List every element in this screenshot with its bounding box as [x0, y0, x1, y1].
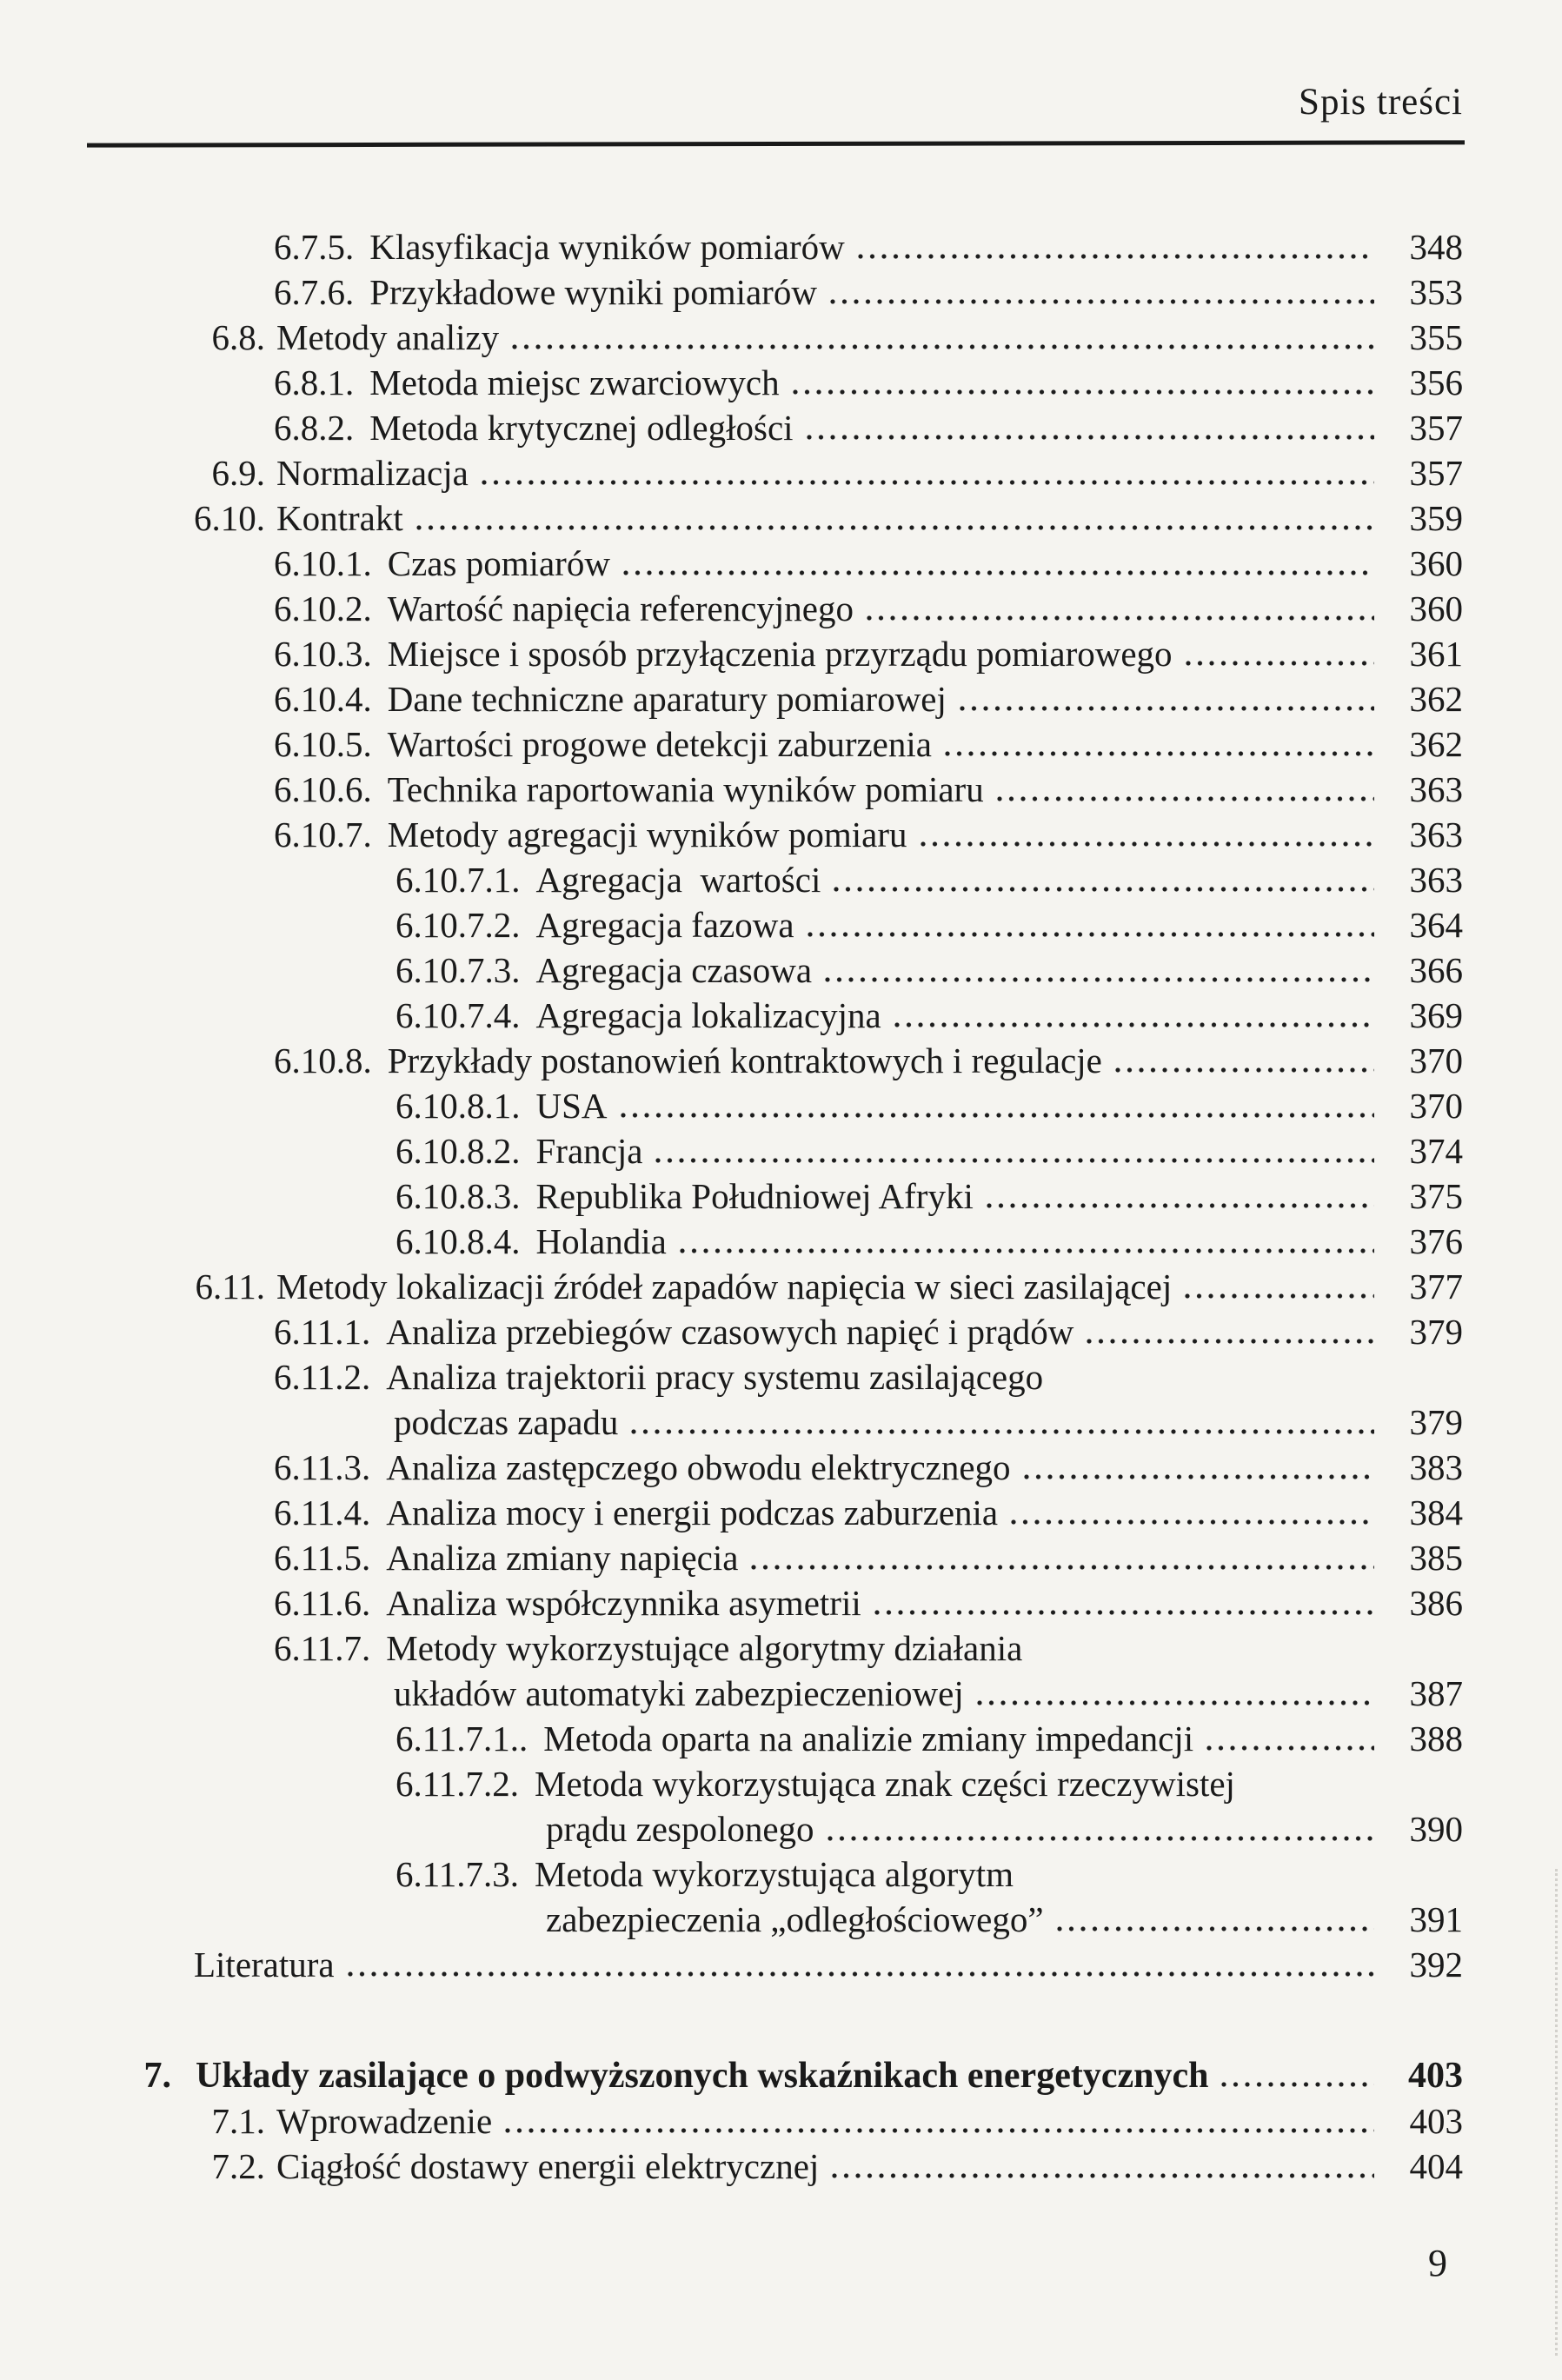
entry-page: 361	[1409, 634, 1463, 674]
entry-page: 385	[1409, 1538, 1463, 1578]
entry-title: Ciągłość dostawy energii elektrycznej	[276, 2146, 820, 2186]
toc-entry	[87, 1173, 1463, 1219]
toc-entry	[87, 902, 1463, 947]
entry-page: 357	[1409, 408, 1463, 448]
entry-title: Metoda oparta na analizie zmiany impedancji	[543, 1719, 1194, 1758]
entry-page: 370	[1409, 1040, 1463, 1080]
entry-title: Republika Południowej Afryki	[535, 1176, 974, 1216]
running-header: Spis treści	[1299, 82, 1463, 123]
entry-title: Normalizacja	[276, 453, 469, 493]
toc-entry	[87, 676, 1463, 721]
entry-number: 6.11.7.3.	[395, 1854, 519, 1894]
entry-page: 383	[1409, 1447, 1463, 1487]
dot-leader	[1024, 1474, 1374, 1479]
entry-title: Metoda wykorzystująca algorytm	[534, 1854, 1014, 1894]
entry-title: Agregacja wartości	[535, 860, 821, 900]
entry-page: 366	[1409, 950, 1463, 990]
toc-entry	[87, 1038, 1463, 1083]
entry-number: 6.10.7.	[274, 814, 372, 854]
toc-entry	[87, 812, 1463, 857]
entry-page: 355	[1409, 317, 1463, 357]
entry-number: 6.11.5.	[274, 1538, 371, 1578]
toc-entry	[87, 1083, 1463, 1128]
entry-title: Metoda wykorzystująca znak części rzeczywistej	[534, 1764, 1235, 1804]
entry-page: 384	[1409, 1492, 1463, 1532]
toc-entry	[87, 360, 1463, 405]
entry-title: Metody analizy	[276, 317, 500, 357]
entry-number: 7.1.	[211, 2101, 265, 2141]
toc-entry	[87, 1445, 1463, 1490]
entry-title: układów automatyki zabezpieczeniowej	[394, 1673, 964, 1713]
entry-page: 403	[1408, 2056, 1463, 2096]
entry-page: 363	[1409, 860, 1463, 900]
toc-entry	[87, 1942, 1463, 1987]
entry-page: 375	[1409, 1176, 1463, 1216]
entry-page: 353	[1409, 272, 1463, 312]
dot-leader	[828, 1836, 1374, 1841]
dot-leader	[921, 841, 1374, 847]
entry-number: 6.10.7.4.	[395, 995, 521, 1035]
entry-page: 388	[1409, 1719, 1463, 1758]
toc-entry	[87, 1128, 1463, 1173]
entry-title: Literatura	[194, 1945, 335, 1984]
dot-leader	[1011, 1519, 1374, 1525]
entry-title: Analiza mocy i energii podczas zaburzenia	[386, 1492, 999, 1532]
toc-entry	[87, 1354, 1463, 1399]
dot-leader	[505, 2128, 1374, 2133]
dot-leader	[834, 887, 1374, 892]
dot-leader	[945, 751, 1374, 756]
entry-title: Wartości progowe detekcji zaburzenia	[387, 724, 932, 764]
entry-page: 392	[1409, 1945, 1463, 1984]
entry-title: Agregacja lokalizacyjna	[535, 995, 881, 1035]
dot-leader	[751, 1565, 1374, 1570]
header-rule	[87, 140, 1465, 147]
dot-leader	[1057, 1926, 1374, 1931]
entry-number: 6.11.7.1..	[395, 1719, 528, 1758]
entry-number: 6.10.4.	[274, 679, 372, 719]
toc-list	[87, 224, 1463, 2189]
entry-page: 362	[1409, 679, 1463, 719]
toc-entry	[87, 224, 1463, 269]
dot-leader	[1185, 1293, 1374, 1299]
entry-page: 379	[1409, 1312, 1463, 1352]
entry-number: 6.10.1.	[274, 543, 372, 583]
entry-number: 6.10.7.2.	[395, 905, 521, 945]
entry-title: Czas pomiarów	[387, 543, 610, 583]
entry-page: 359	[1409, 498, 1463, 538]
entry-page: 379	[1409, 1402, 1463, 1442]
toc-entry	[87, 1535, 1463, 1580]
entry-page: 403	[1409, 2101, 1463, 2141]
dot-leader	[808, 932, 1374, 937]
entry-number: 6.10.8.1.	[395, 1086, 521, 1126]
toc-entry	[87, 1580, 1463, 1625]
entry-title: Dane techniczne aparatury pomiarowej	[387, 679, 947, 719]
toc-entry	[87, 857, 1463, 902]
entry-number: 6.11.	[195, 1266, 265, 1306]
dot-leader	[832, 2173, 1374, 2178]
toc-entry	[87, 1399, 1463, 1445]
entry-number: 6.11.4.	[274, 1492, 371, 1532]
entry-title: Kontrakt	[276, 498, 403, 538]
entry-title: Holandia	[535, 1221, 667, 1261]
dot-leader	[987, 1203, 1374, 1208]
toc-entry	[87, 1761, 1463, 1806]
dot-leader	[512, 344, 1374, 349]
entry-number: 6.11.3.	[274, 1447, 371, 1487]
dot-leader	[793, 389, 1374, 395]
toc-entry	[87, 586, 1463, 631]
entry-title: Metoda miejsc zwarciowych	[369, 362, 780, 402]
toc-entry	[87, 1219, 1463, 1264]
entry-title: Przykładowe wyniki pomiarów	[369, 272, 817, 312]
entry-number: 6.8.1.	[274, 362, 355, 402]
dot-leader	[482, 480, 1374, 485]
toc-entry	[87, 947, 1463, 993]
dot-leader	[1115, 1067, 1374, 1073]
dot-leader	[830, 299, 1374, 304]
entry-title: Klasyfikacja wyników pomiarów	[369, 227, 845, 267]
entry-number: 6.8.2.	[274, 408, 355, 448]
scan-edge-artifact	[1555, 1869, 1558, 2356]
dot-leader	[825, 977, 1374, 982]
dot-leader	[631, 1429, 1374, 1434]
entry-page: 376	[1409, 1221, 1463, 1261]
entry-page: 364	[1409, 905, 1463, 945]
entry-number: 6.7.6.	[274, 272, 355, 312]
toc-entry	[87, 1625, 1463, 1671]
entry-number: 6.10.7.3.	[395, 950, 521, 990]
toc-entry	[87, 1716, 1463, 1761]
dot-leader	[858, 254, 1374, 259]
entry-title: Przykłady postanowień kontraktowych i regulacje	[387, 1040, 1102, 1080]
toc-entry	[87, 1309, 1463, 1354]
entry-number: 6.11.7.	[274, 1628, 371, 1668]
dot-leader	[874, 1610, 1374, 1615]
entry-title: Agregacja czasowa	[535, 950, 813, 990]
entry-title: Metody agregacji wyników pomiaru	[387, 814, 907, 854]
dot-leader	[894, 1022, 1374, 1027]
dot-leader	[655, 1158, 1374, 1163]
entry-title: Metody wykorzystujące algorytmy działania	[386, 1628, 1023, 1668]
entry-number: 7.	[143, 2056, 171, 2096]
entry-page: 357	[1409, 453, 1463, 493]
entry-number: 6.11.6.	[274, 1583, 371, 1623]
entry-page: 377	[1409, 1266, 1463, 1306]
dot-leader	[807, 435, 1374, 440]
entry-number: 6.10.	[194, 498, 265, 538]
entry-number: 6.11.2.	[274, 1357, 371, 1397]
toc-entry	[87, 1264, 1463, 1309]
dot-leader	[997, 796, 1374, 801]
entry-title: Wprowadzenie	[276, 2101, 493, 2141]
toc-entry	[87, 721, 1463, 767]
entry-number: 6.10.3.	[274, 634, 372, 674]
entry-page: 360	[1409, 543, 1463, 583]
entry-number: 6.9.	[211, 453, 265, 493]
entry-title: prądu zespolonego	[546, 1809, 814, 1849]
entry-title: Analiza trajektorii pracy systemu zasilającego	[386, 1357, 1044, 1397]
dot-leader	[416, 525, 1374, 530]
entry-page: 391	[1409, 1899, 1463, 1939]
toc-entry	[87, 541, 1463, 586]
entry-page: 404	[1409, 2146, 1463, 2186]
dot-leader	[977, 1700, 1374, 1705]
dot-leader	[621, 1113, 1374, 1118]
entry-page: 386	[1409, 1583, 1463, 1623]
entry-number: 6.10.8.4.	[395, 1221, 521, 1261]
entry-page: 362	[1409, 724, 1463, 764]
toc-entry	[87, 631, 1463, 676]
entry-page: 369	[1409, 995, 1463, 1035]
toc-entry	[87, 1806, 1463, 1851]
toc-entry	[87, 2098, 1463, 2144]
toc-entry	[87, 315, 1463, 360]
dot-leader	[867, 615, 1374, 621]
toc-entry	[87, 495, 1463, 541]
toc-entry	[87, 2053, 1463, 2098]
entry-title: Miejsce i sposób przyłączenia przyrządu pomiarowego	[387, 634, 1173, 674]
entry-title: Analiza zastępczego obwodu elektrycznego	[386, 1447, 1011, 1487]
toc-entry	[87, 2144, 1463, 2189]
entry-number: 6.10.6.	[274, 769, 372, 809]
entry-title: Analiza zmiany napięcia	[386, 1538, 739, 1578]
dot-leader	[680, 1248, 1374, 1253]
entry-number: 6.11.1.	[274, 1312, 371, 1352]
entry-page: 360	[1409, 588, 1463, 628]
entry-number: 6.10.5.	[274, 724, 372, 764]
entry-title: Metoda krytycznej odległości	[369, 408, 794, 448]
toc-entry	[87, 269, 1463, 315]
entry-page: 374	[1409, 1131, 1463, 1171]
entry-page: 387	[1409, 1673, 1463, 1713]
toc-entry	[87, 1897, 1463, 1942]
dot-leader	[960, 706, 1374, 711]
entry-page: 390	[1409, 1809, 1463, 1849]
entry-page: 356	[1409, 362, 1463, 402]
entry-page: 363	[1409, 769, 1463, 809]
entry-number: 6.10.8.3.	[395, 1176, 521, 1216]
toc-entry	[87, 993, 1463, 1038]
entry-number: 6.10.8.	[274, 1040, 372, 1080]
entry-title: Francja	[535, 1131, 643, 1171]
entry-number: 6.10.2.	[274, 588, 372, 628]
dot-leader	[623, 570, 1374, 575]
page-number: 9	[1428, 2242, 1447, 2284]
entry-page: 363	[1409, 814, 1463, 854]
dot-leader	[1221, 2082, 1374, 2087]
entry-title: Analiza współczynnika asymetrii	[386, 1583, 861, 1623]
entry-title: Układy zasilające o podwyższonych wskaźnikach energetycznych	[196, 2056, 1209, 2096]
entry-title: Metody lokalizacji źródeł zapadów napięcia w sieci zasilającej	[276, 1266, 1173, 1306]
entry-page: 348	[1409, 227, 1463, 267]
dot-leader	[348, 1971, 1374, 1977]
entry-number: 6.10.8.2.	[395, 1131, 521, 1171]
entry-title: Agregacja fazowa	[535, 905, 794, 945]
dot-leader	[1087, 1339, 1374, 1344]
entry-page: 370	[1409, 1086, 1463, 1126]
entry-number: 6.11.7.2.	[395, 1764, 519, 1804]
entry-number: 7.2.	[211, 2146, 265, 2186]
entry-number: 6.7.5.	[274, 227, 355, 267]
dot-leader	[1206, 1745, 1374, 1751]
toc-entry	[87, 1671, 1463, 1716]
entry-number: 6.10.7.1.	[395, 860, 521, 900]
toc-entry	[87, 405, 1463, 450]
entry-title: USA	[535, 1086, 608, 1126]
entry-title: Analiza przebiegów czasowych napięć i prądów	[386, 1312, 1074, 1352]
dot-leader	[1186, 661, 1374, 666]
entry-title: Technika raportowania wyników pomiaru	[387, 769, 984, 809]
entry-title: podczas zapadu	[394, 1402, 619, 1442]
toc-entry	[87, 767, 1463, 812]
toc-entry	[87, 450, 1463, 495]
toc-entry	[87, 1851, 1463, 1897]
entry-title: Wartość napięcia referencyjnego	[387, 588, 854, 628]
entry-title: zabezpieczenia „odległościowego”	[546, 1899, 1044, 1939]
entry-number: 6.8.	[211, 317, 265, 357]
toc-entry	[87, 1490, 1463, 1535]
